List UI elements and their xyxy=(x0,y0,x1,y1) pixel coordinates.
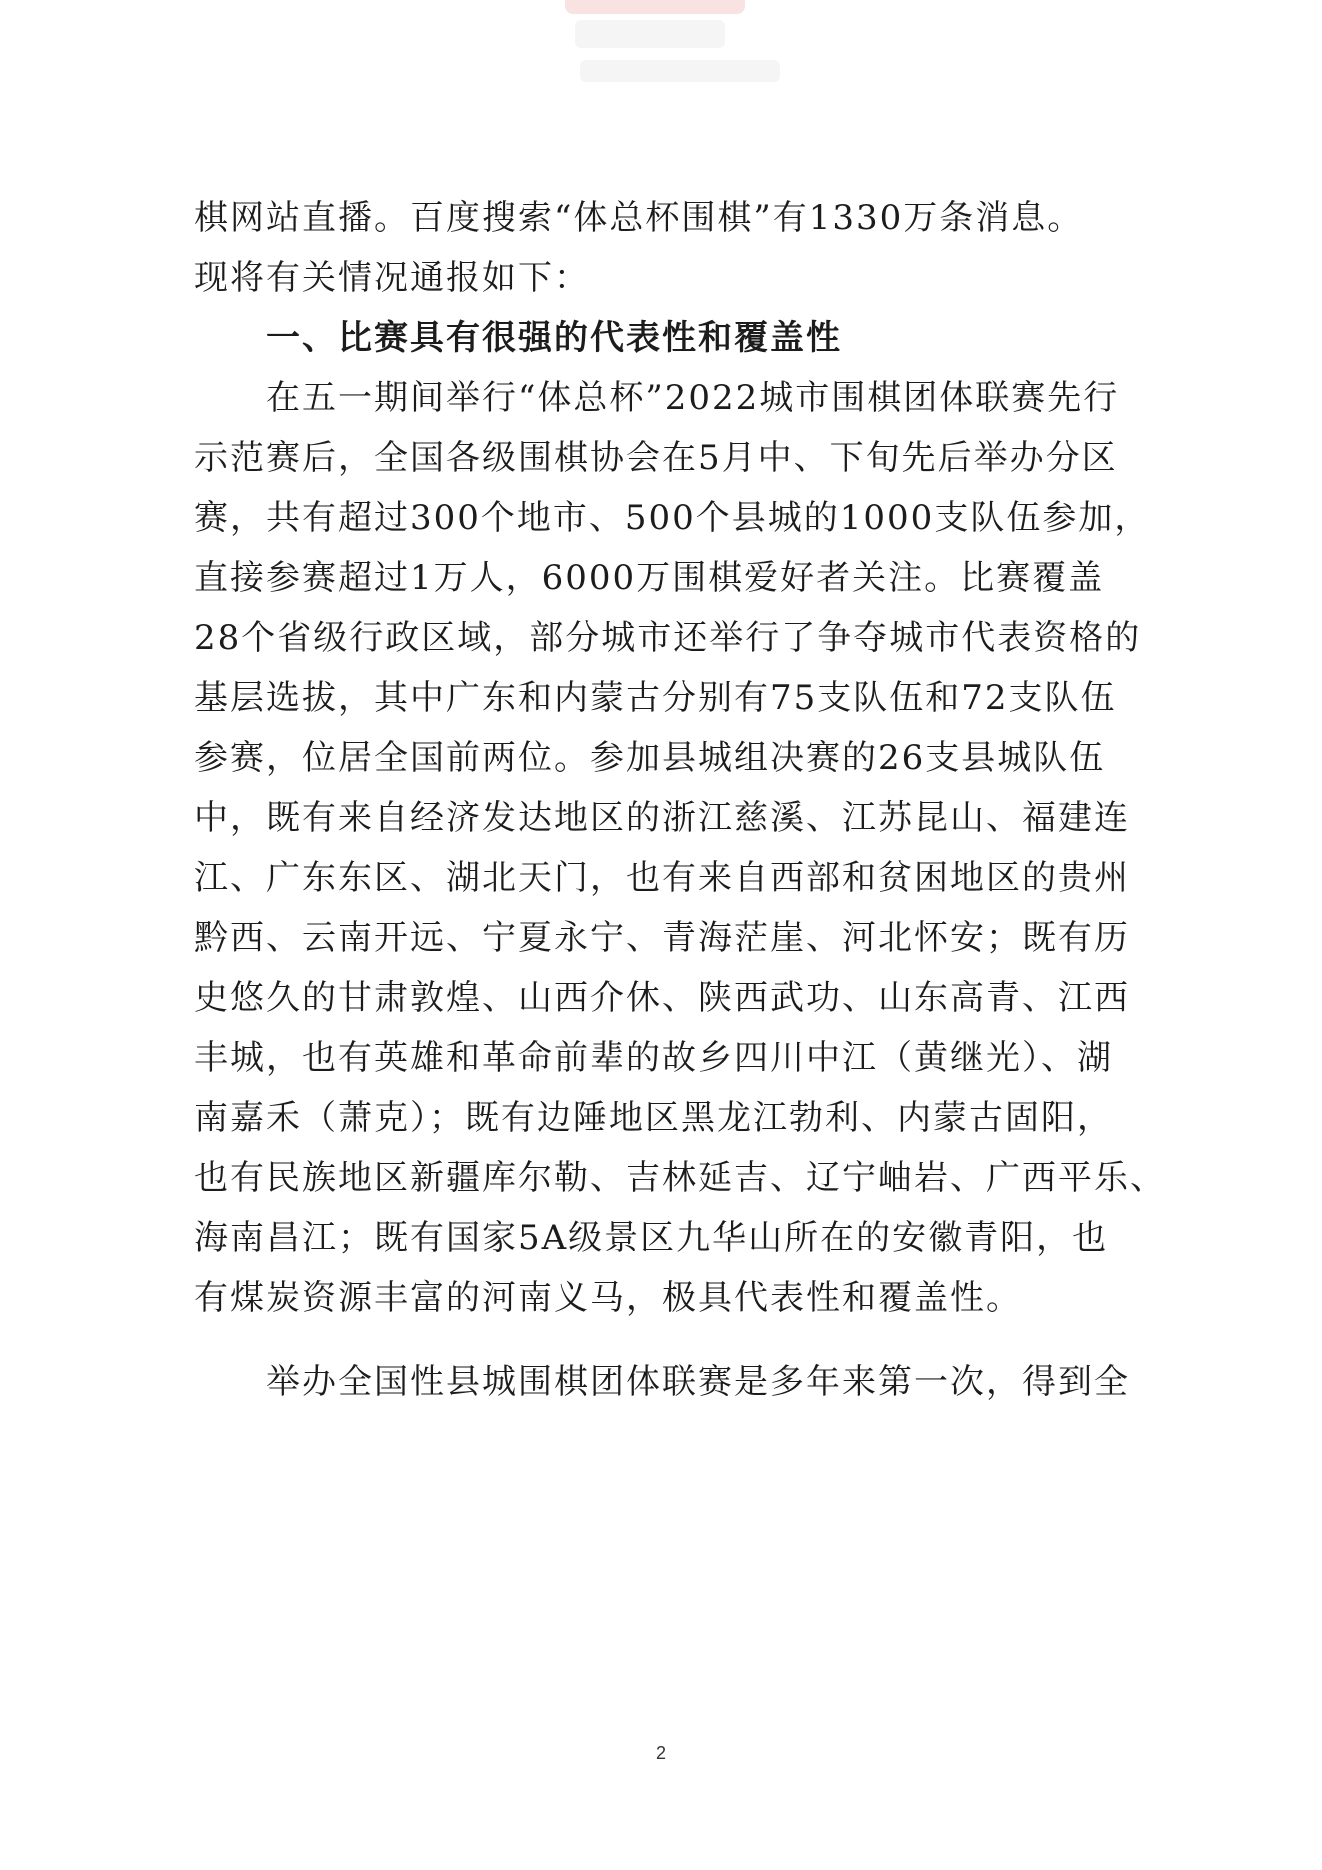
seal-bleed-through xyxy=(565,0,745,14)
body-line: 举办全国性县城围棋团体联赛是多年来第一次，得到全 xyxy=(266,1362,1130,1402)
body-line: 也有民族地区新疆库尔勒、吉林延吉、辽宁岫岩、广西平乐、 xyxy=(194,1158,1166,1198)
body-line: 示范赛后，全国各级围棋协会在5月中、下旬先后举办分区 xyxy=(194,438,1118,478)
body-line: 在五一期间举行“体总杯”2022城市围棋团体联赛先行 xyxy=(266,378,1120,418)
body-line: 参赛，位居全国前两位。参加县城组决赛的26支县城队伍 xyxy=(194,738,1106,778)
body-line: 史悠久的甘肃敦煌、山西介休、陕西武功、山东高青、江西 xyxy=(194,978,1130,1018)
body-line: 有煤炭资源丰富的河南义马，极具代表性和覆盖性。 xyxy=(194,1278,1022,1318)
bleed-through-mark xyxy=(575,20,725,48)
section-heading: 一、比赛具有很强的代表性和覆盖性 xyxy=(266,318,842,358)
body-line: 28个省级行政区域，部分城市还举行了争夺城市代表资格的 xyxy=(194,618,1142,658)
bleed-through-mark xyxy=(580,60,780,82)
body-line: 南嘉禾（萧克）；既有边陲地区黑龙江勃利、内蒙古固阳， xyxy=(194,1098,1113,1138)
body-line: 赛，共有超过300个地市、500个县城的1000支队伍参加， xyxy=(194,498,1151,538)
body-line: 现将有关情况通报如下： xyxy=(194,258,590,298)
body-line: 中，既有来自经济发达地区的浙江慈溪、江苏昆山、福建连 xyxy=(194,798,1130,838)
body-line: 基层选拔，其中广东和内蒙古分别有75支队伍和72支队伍 xyxy=(194,678,1117,718)
page-number: 2 xyxy=(655,1743,666,1763)
body-line: 黔西、云南开远、宁夏永宁、青海茫崖、河北怀安；既有历 xyxy=(194,918,1130,958)
body-line: 直接参赛超过1万人，6000万围棋爱好者关注。比赛覆盖 xyxy=(194,558,1105,598)
body-line: 江、广东东区、湖北天门，也有来自西部和贫困地区的贵州 xyxy=(194,858,1130,898)
body-line: 棋网站直播。百度搜索“体总杯围棋”有1330万条消息。 xyxy=(194,198,1084,238)
body-line: 丰城，也有英雄和革命前辈的故乡四川中江（黄继光）、湖 xyxy=(194,1038,1113,1078)
body-line: 海南昌江；既有国家5A级景区九华山所在的安徽青阳，也 xyxy=(194,1218,1109,1258)
